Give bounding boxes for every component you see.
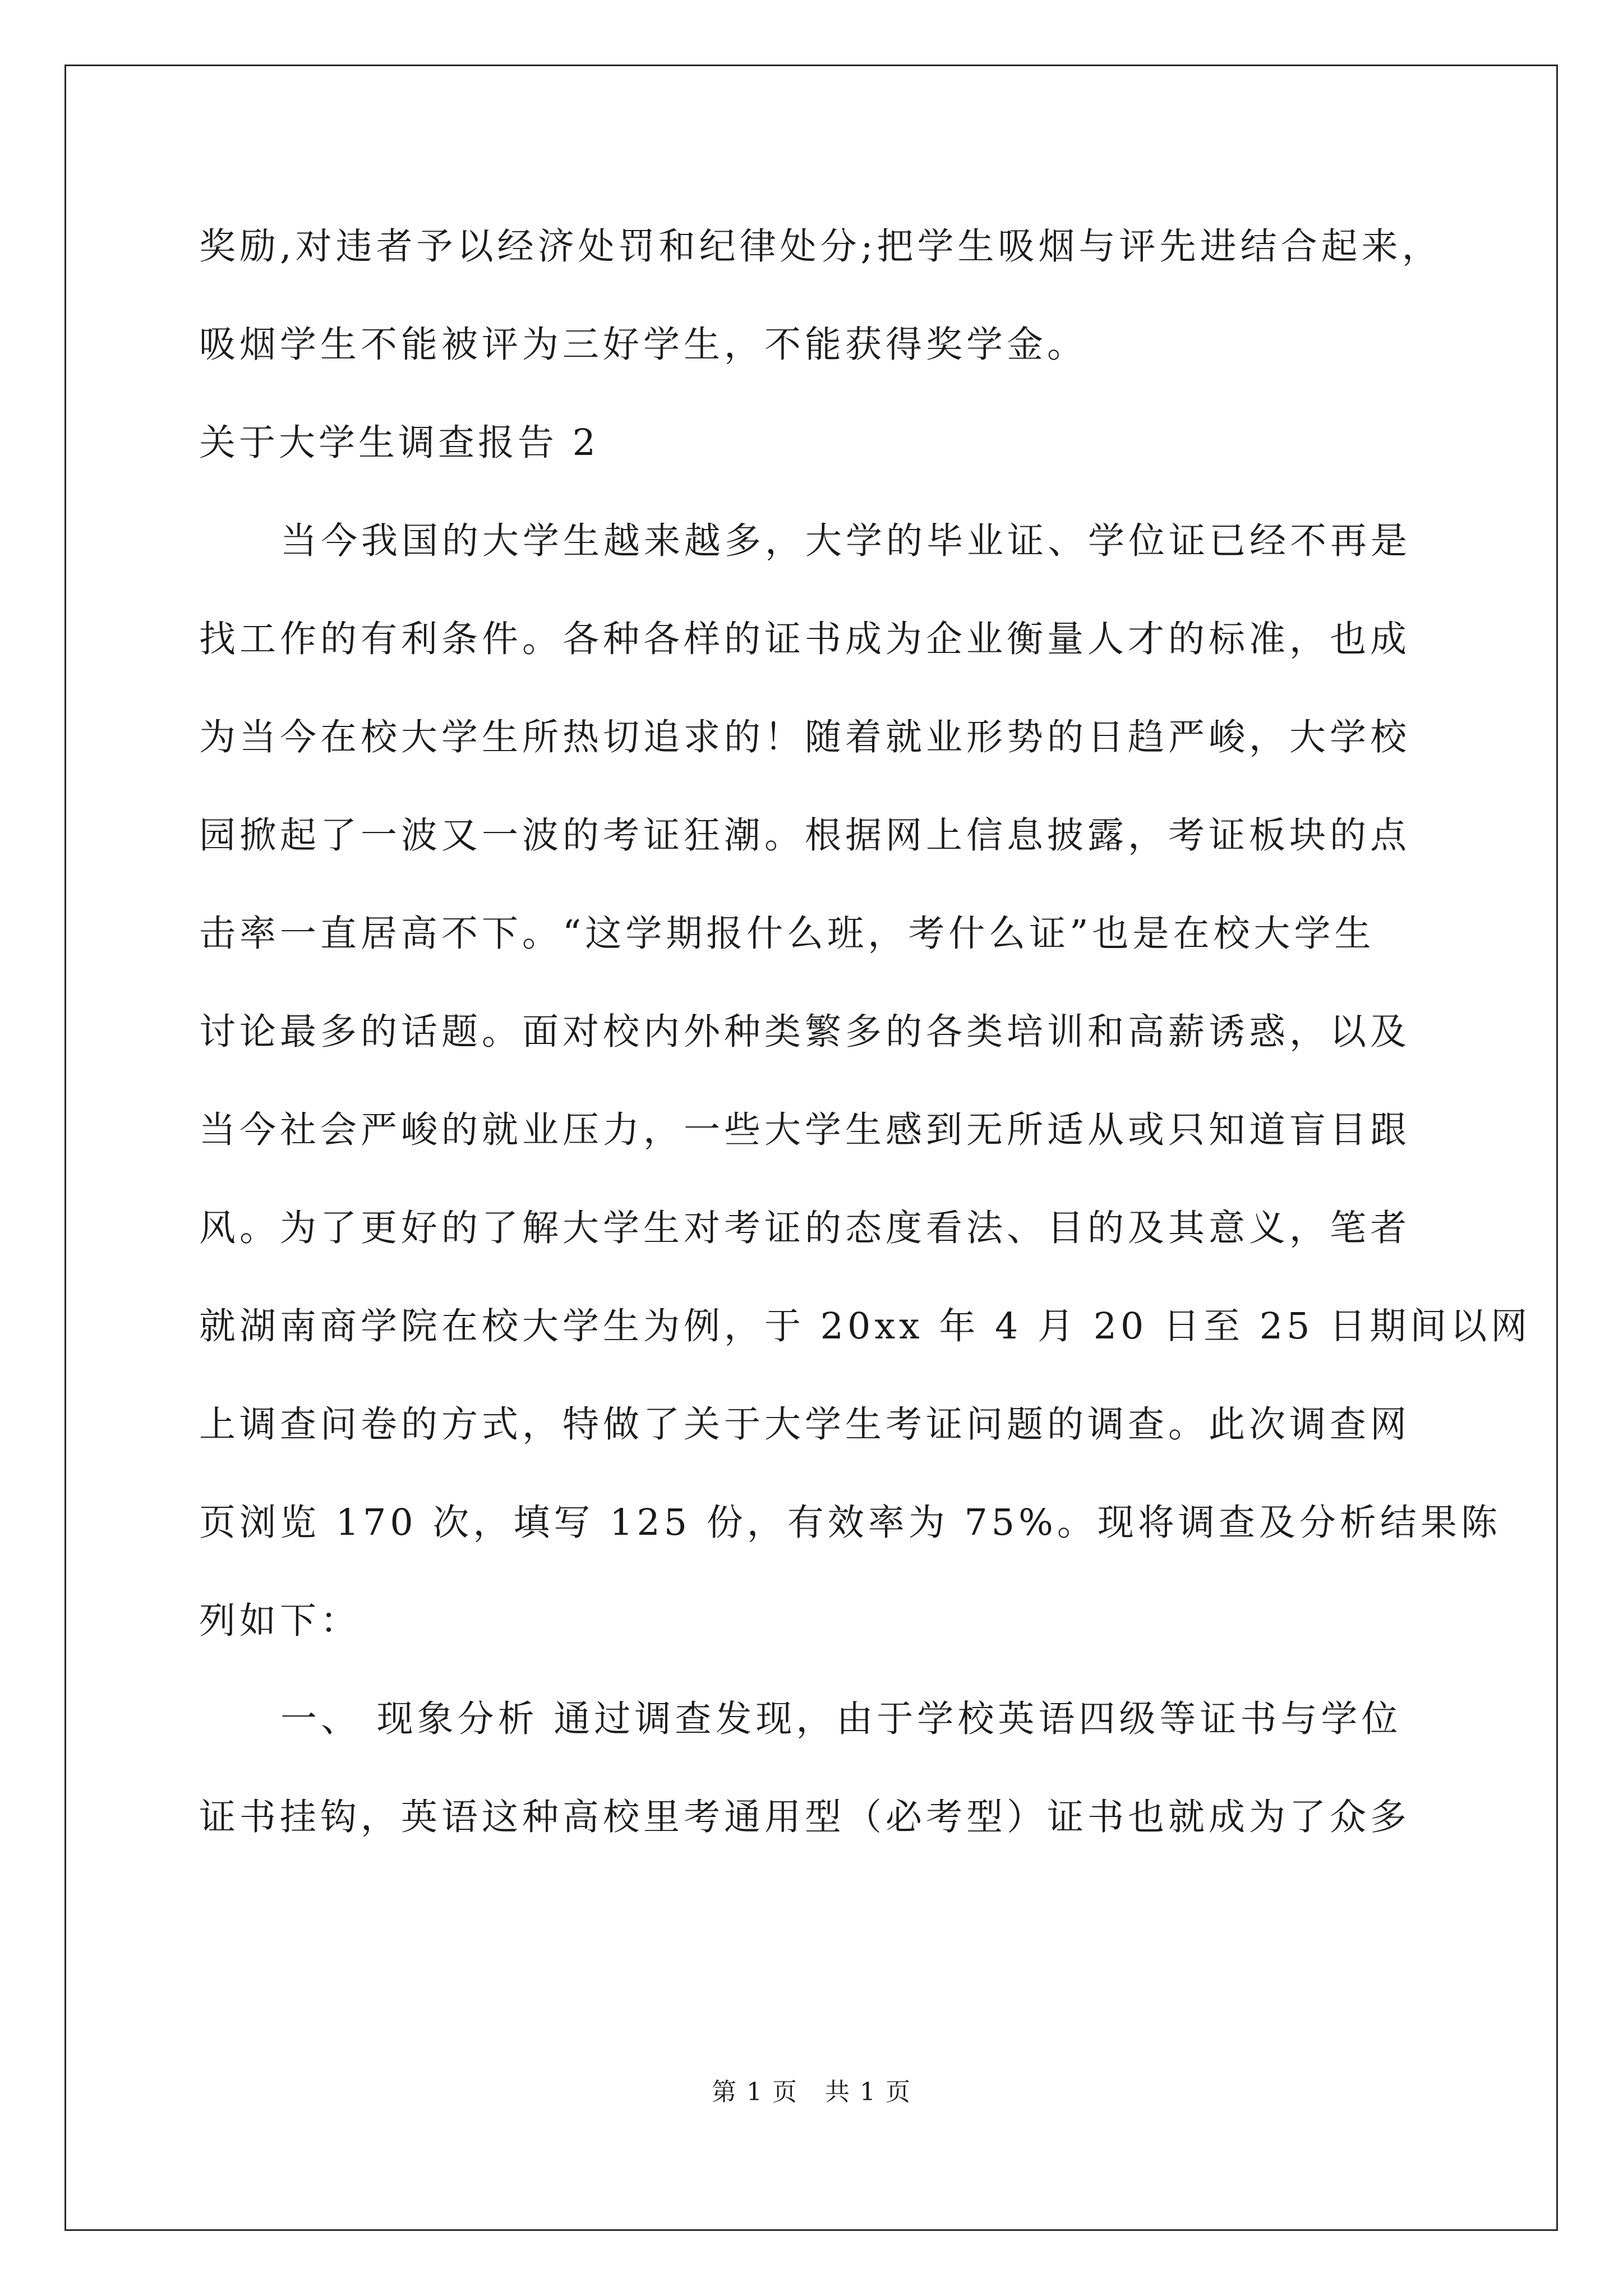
body-text-line: 列如下： (199, 1600, 361, 1642)
body-text-line: 讨论最多的话题。面对校内外种类繁多的各类培训和高薪诱惑，以及 (199, 1011, 1411, 1053)
page-footer: 第 1 页 共 1 页 (712, 2078, 911, 2106)
body-text-line: 上调查问卷的方式，特做了关于大学生考证问题的调查。此次调查网 (199, 1404, 1411, 1446)
body-text-line: 奖励,对违者予以经济处罚和纪律处分;把学生吸烟与评先进结合起来， (199, 226, 1442, 268)
body-text-line: 找工作的有利条件。各种各样的证书成为企业衡量人才的标准，也成 (199, 618, 1411, 660)
body-text-line: 当今社会严峻的就业压力，一些大学生感到无所适从或只知道盲目跟 (199, 1109, 1411, 1151)
body-text-line: 吸烟学生不能被评为三好学生，不能获得奖学金。 (199, 324, 1088, 366)
paragraph-first-line: 当今我国的大学生越来越多，大学的毕业证、学位证已经不再是 (280, 520, 1412, 562)
body-text-line: 风。为了更好的了解大学生对考证的态度看法、目的及其意义，笔者 (199, 1207, 1411, 1249)
body-text-line: 园掀起了一波又一波的考证狂潮。根据网上信息披露，考证板块的点 (199, 815, 1411, 857)
body-text-line: 页浏览 170 次，填写 125 份，有效率为 75%。现将调查及分析结果陈 (199, 1502, 1501, 1544)
body-text-line: 为当今在校大学生所热切追求的！随着就业形势的日趋严峻，大学校 (199, 716, 1411, 758)
paragraph-first-line: 一、 现象分析 通过调查发现，由于学校英语四级等证书与学位 (280, 1698, 1402, 1740)
body-text-line: 就湖南商学院在校大学生为例，于 20xx 年 4 月 20 日至 25 日期间以网 (199, 1305, 1532, 1347)
body-text-line: 击率一直居高不下。“这学期报什么班，考什么证”也是在校大学生 (199, 913, 1375, 955)
section-heading: 关于大学生调查报告 2 (199, 422, 600, 464)
body-text-line: 证书挂钩，英语这种高校里考通用型（必考型）证书也就成为了众多 (199, 1796, 1411, 1838)
